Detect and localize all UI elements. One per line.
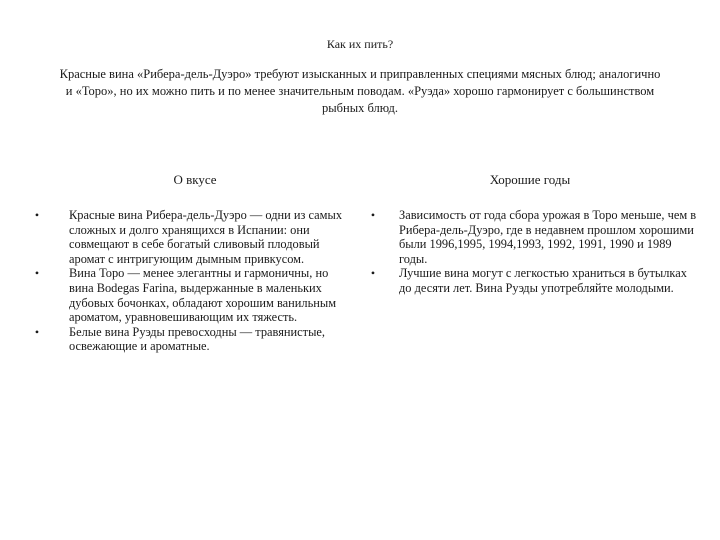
intro-paragraph: Красные вина «Рибера-дель-Дуэро» требуют изысканных и приправленных специями мясных блюд; аналогично и «Торо», но их можно пить и по менее значительным поводам. «Руэда» хорошо гармонирует с большинством рыбных блюд. [59, 67, 661, 115]
right-bullet-list [368, 208, 698, 296]
left-column-heading: О вкусе [173, 172, 217, 187]
bullet-icon: • [34, 324, 40, 339]
slide-title: Как их пить? [326, 37, 394, 51]
bullet-icon: • [370, 266, 376, 281]
list-item [32, 325, 352, 354]
right-column-heading: Хорошие годы [489, 172, 571, 187]
bullet-icon: • [370, 208, 376, 222]
list-item [368, 266, 698, 295]
bullet-icon: • [34, 266, 40, 281]
list-item-text: Лучшие вина могут с легкостью храниться в бутылках до десяти лет. Вина Руэды употребляйте молодыми. [399, 266, 687, 295]
list-item-text: Белые вина Руэды превосходны — травянистые, освежающие и ароматные. [69, 324, 326, 354]
list-item-text: Зависимость от года сбора урожая в Торо меньше, чем в Рибера-дель-Дуэро, где в недавнем прошлом хорошими были 1996,1995, 1994,1993, 1992, 1991, 1990 и 1989 годы. [399, 208, 697, 266]
list-item-text: Вина Торо — менее элегантны и гармоничны, но вина Bodegas Farina, выдержанные в маленьких дубовых бочонках, обладают хорошим ванильным ароматом, уравновешивающим их тяжесть. [69, 266, 337, 325]
list-item [368, 208, 698, 266]
list-item [32, 266, 352, 324]
list-item-text: Красные вина Рибера-дель-Дуэро — одни из самых сложных и долго хранящихся в Испании: они совмещают в себе богатый сливовый плодовый аромат с интригующим дымным привкусом. [69, 208, 343, 266]
left-bullet-list [32, 208, 352, 354]
list-item [32, 208, 352, 266]
bullet-icon: • [34, 208, 40, 222]
